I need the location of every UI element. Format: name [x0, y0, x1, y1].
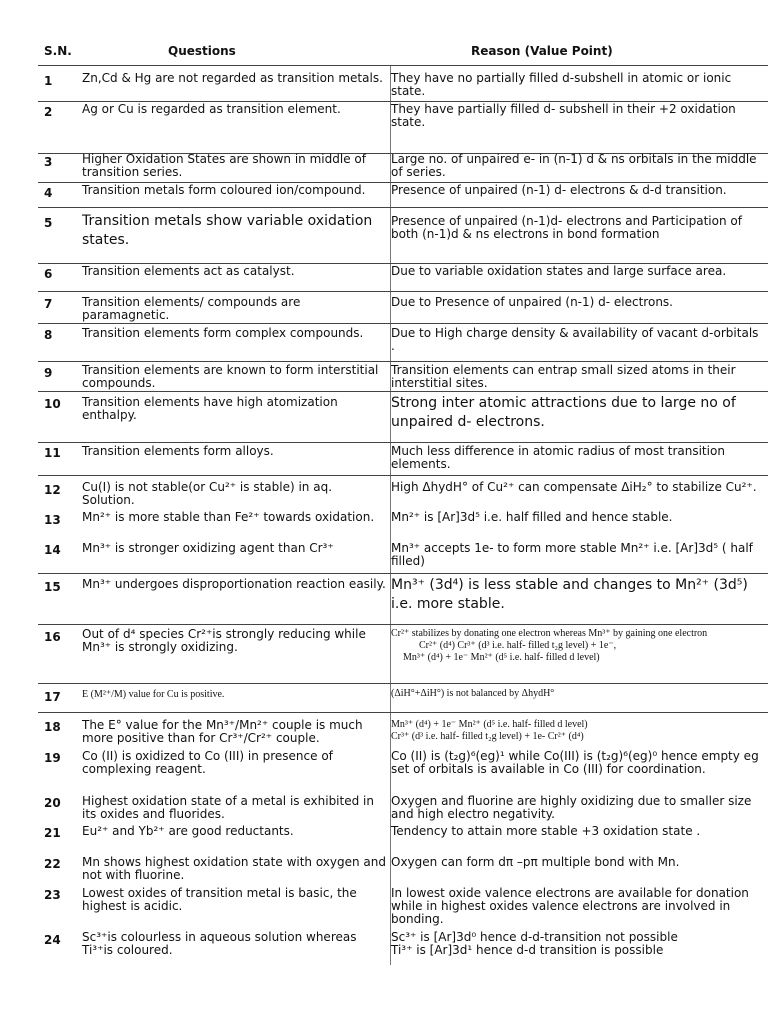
row-2-number: 2: [44, 105, 53, 119]
row-divider: [38, 683, 768, 684]
row-14-question: Mn³⁺ is stronger oxidizing agent than Cr³⁺: [82, 541, 334, 555]
row-divider: [38, 712, 768, 713]
row-18-question: The E° value for the Mn³⁺/Mn²⁺ couple is much more positive than for Cr³⁺/Cr²⁺ couple.: [82, 718, 363, 745]
row-21-reason: Tendency to attain more stable +3 oxidation state .: [391, 824, 701, 838]
row-3-number: 3: [44, 155, 53, 169]
row-6-number: 6: [44, 267, 53, 281]
row-15-number: 15: [44, 580, 61, 594]
row-15-reason: Mn³⁺ (3d⁴) is less stable and changes to Mn²⁺ (3d⁵) i.e. more stable.: [391, 577, 748, 612]
row-12-reason: High ΔhydH° of Cu²⁺ can compensate ΔiH₂° to stabilize Cu²⁺.: [391, 480, 757, 494]
row-10-question: Transition elements have high atomization enthalpy.: [82, 395, 338, 422]
header-sn: S.N.: [44, 44, 72, 58]
row-divider: [38, 624, 768, 625]
row-11-question: Transition elements form alloys.: [82, 444, 274, 458]
row-16-reason-line-3: Mn³⁺ (d⁴) + 1e⁻ Mn²⁺ (d⁵ i.e. half- filled d level): [403, 652, 600, 663]
row-24-reason-line-2: Ti³⁺ is [Ar]3d¹ hence d-d transition is possible: [391, 943, 664, 957]
row-9-number: 9: [44, 366, 53, 380]
row-14-reason: Mn³⁺ accepts 1e- to form more stable Mn²⁺ i.e. [Ar]3d⁵ ( half filled): [391, 541, 753, 568]
row-divider: [38, 291, 768, 292]
row-17-number: 17: [44, 690, 61, 704]
row-18-reason: [391, 719, 766, 743]
row-19-number: 19: [44, 751, 61, 765]
row-divider: [38, 475, 768, 476]
row-divider: [38, 391, 768, 392]
row-4-number: 4: [44, 186, 53, 200]
row-22-reason: Oxygen can form dπ –pπ multiple bond with Mn.: [391, 855, 680, 869]
row-16-reason-line-2: Cr²⁺ (d⁴) Cr³⁺ (d³ i.e. half- filled t₂g level) + 1e⁻,: [419, 640, 617, 651]
row-12-question: Cu(I) is not stable(or Cu²⁺ is stable) in aq. Solution.: [82, 480, 333, 507]
row-13-number: 13: [44, 513, 61, 527]
row-11-number: 11: [44, 446, 61, 460]
row-11-reason: Much less difference in atomic radius of most transition elements.: [391, 444, 725, 471]
row-9-question: Transition elements are known to form interstitial compounds.: [82, 363, 379, 390]
row-21-number: 21: [44, 826, 61, 840]
row-7-reason: Due to Presence of unpaired (n-1) d- electrons.: [391, 295, 673, 309]
row-17-question: E (M²⁺/M) value for Cu is positive.: [82, 689, 225, 700]
row-divider: [38, 361, 768, 362]
header-reason: Reason (Value Point): [471, 44, 613, 58]
row-4-question: Transition metals form coloured ion/compound.: [82, 183, 366, 197]
row-21-question: Eu²⁺ and Yb²⁺ are good reductants.: [82, 824, 294, 838]
row-5-reason: Presence of unpaired (n-1)d- electrons and Participation of both (n-1)d & ns electrons in bond formation: [391, 214, 742, 241]
row-17-reason: (ΔiH°+ΔiH°) is not balanced by ΔhydH°: [391, 688, 555, 699]
row-24-question: Sc³⁺is colourless in aqueous solution whereas Ti³⁺is coloured.: [82, 930, 357, 957]
row-9-reason: Transition elements can entrap small sized atoms in their interstitial sites.: [391, 363, 736, 390]
row-5-number: 5: [44, 216, 53, 230]
row-14-number: 14: [44, 543, 61, 557]
row-23-question: Lowest oxides of transition metal is basic, the highest is acidic.: [82, 886, 357, 913]
row-24-reason-line-1: Sc³⁺ is [Ar]3d⁰ hence d-d-transition not possible: [391, 930, 678, 944]
row-24-number: 24: [44, 933, 61, 947]
row-16-reason-line-1: Cr²⁺ stabilizes by donating one electron whereas Mn³⁺ by gaining one electron: [391, 628, 708, 639]
row-13-reason: Mn²⁺ is [Ar]3d⁵ i.e. half filled and hence stable.: [391, 510, 673, 524]
row-20-reason: Oxygen and fluorine are highly oxidizing due to smaller size and high electro negativity.: [391, 794, 752, 821]
row-divider: [38, 442, 768, 443]
row-16-reason: [391, 628, 766, 664]
row-divider: [38, 207, 768, 208]
row-15-question: Mn³⁺ undergoes disproportionation reaction easily.: [82, 577, 386, 591]
row-22-question: Mn shows highest oxidation state with oxygen and not with fluorine.: [82, 855, 387, 882]
row-2-reason: They have partially filled d- subshell in their +2 oxidation state.: [391, 102, 736, 129]
row-16-question: Out of d⁴ species Cr²⁺is strongly reducing while Mn³⁺ is strongly oxidizing.: [82, 627, 366, 654]
row-18-reason-line-2: Cr³⁺ (d³ i.e. half- filled t₂g level) + 1e- Cr²⁺ (d⁴): [391, 731, 584, 742]
row-7-question: Transition elements/ compounds are paramagnetic.: [82, 295, 301, 322]
row-20-number: 20: [44, 796, 61, 810]
row-3-reason: Large no. of unpaired e- in (n-1) d & ns orbitals in the middle of series.: [391, 152, 757, 179]
row-6-reason: Due to variable oxidation states and large surface area.: [391, 264, 727, 278]
row-1-reason: They have no partially filled d-subshell in atomic or ionic state.: [391, 71, 732, 98]
row-19-question: Co (II) is oxidized to Co (III) in presence of complexing reagent.: [82, 749, 333, 776]
row-divider: [38, 323, 768, 324]
row-23-reason: In lowest oxide valence electrons are available for donation while in highest oxides valence electrons are involved in bonding.: [391, 886, 749, 926]
row-2-question: Ag or Cu is regarded as transition element.: [82, 102, 341, 116]
row-23-number: 23: [44, 888, 61, 902]
row-10-number: 10: [44, 397, 61, 411]
row-4-reason: Presence of unpaired (n-1) d- electrons & d-d transition.: [391, 183, 727, 197]
row-20-question: Highest oxidation state of a metal is exhibited in its oxides and fluorides.: [82, 794, 374, 821]
row-3-question: Higher Oxidation States are shown in middle of transition series.: [82, 152, 366, 179]
row-1-number: 1: [44, 74, 53, 88]
row-18-reason-line-1: Mn³⁺ (d⁴) + 1e⁻ Mn²⁺ (d⁵ i.e. half- filled d level): [391, 719, 588, 730]
row-24-reason: [391, 931, 766, 957]
row-13-question: Mn²⁺ is more stable than Fe²⁺ towards oxidation.: [82, 510, 375, 524]
row-5-question: Transition metals show variable oxidation states.: [82, 213, 373, 248]
row-16-number: 16: [44, 630, 61, 644]
row-19-reason: Co (II) is (t₂g)⁶(eg)¹ while Co(III) is (t₂g)⁶(eg)⁰ hence empty eg set of orbitals is available in Co (III) for coordination.: [391, 749, 759, 776]
header-questions: Questions: [168, 44, 236, 58]
row-8-question: Transition elements form complex compounds.: [82, 326, 364, 340]
row-7-number: 7: [44, 297, 53, 311]
row-6-question: Transition elements act as catalyst.: [82, 264, 295, 278]
row-18-number: 18: [44, 720, 61, 734]
row-divider: [38, 65, 768, 66]
row-22-number: 22: [44, 857, 61, 871]
row-divider: [38, 573, 768, 574]
row-8-reason: Due to High charge density & availability of vacant d-orbitals .: [391, 326, 759, 353]
row-10-reason: Strong inter atomic attractions due to large no of unpaired d- electrons.: [391, 395, 736, 430]
row-1-question: Zn,Cd & Hg are not regarded as transition metals.: [82, 71, 383, 85]
row-8-number: 8: [44, 328, 53, 342]
row-12-number: 12: [44, 483, 61, 497]
